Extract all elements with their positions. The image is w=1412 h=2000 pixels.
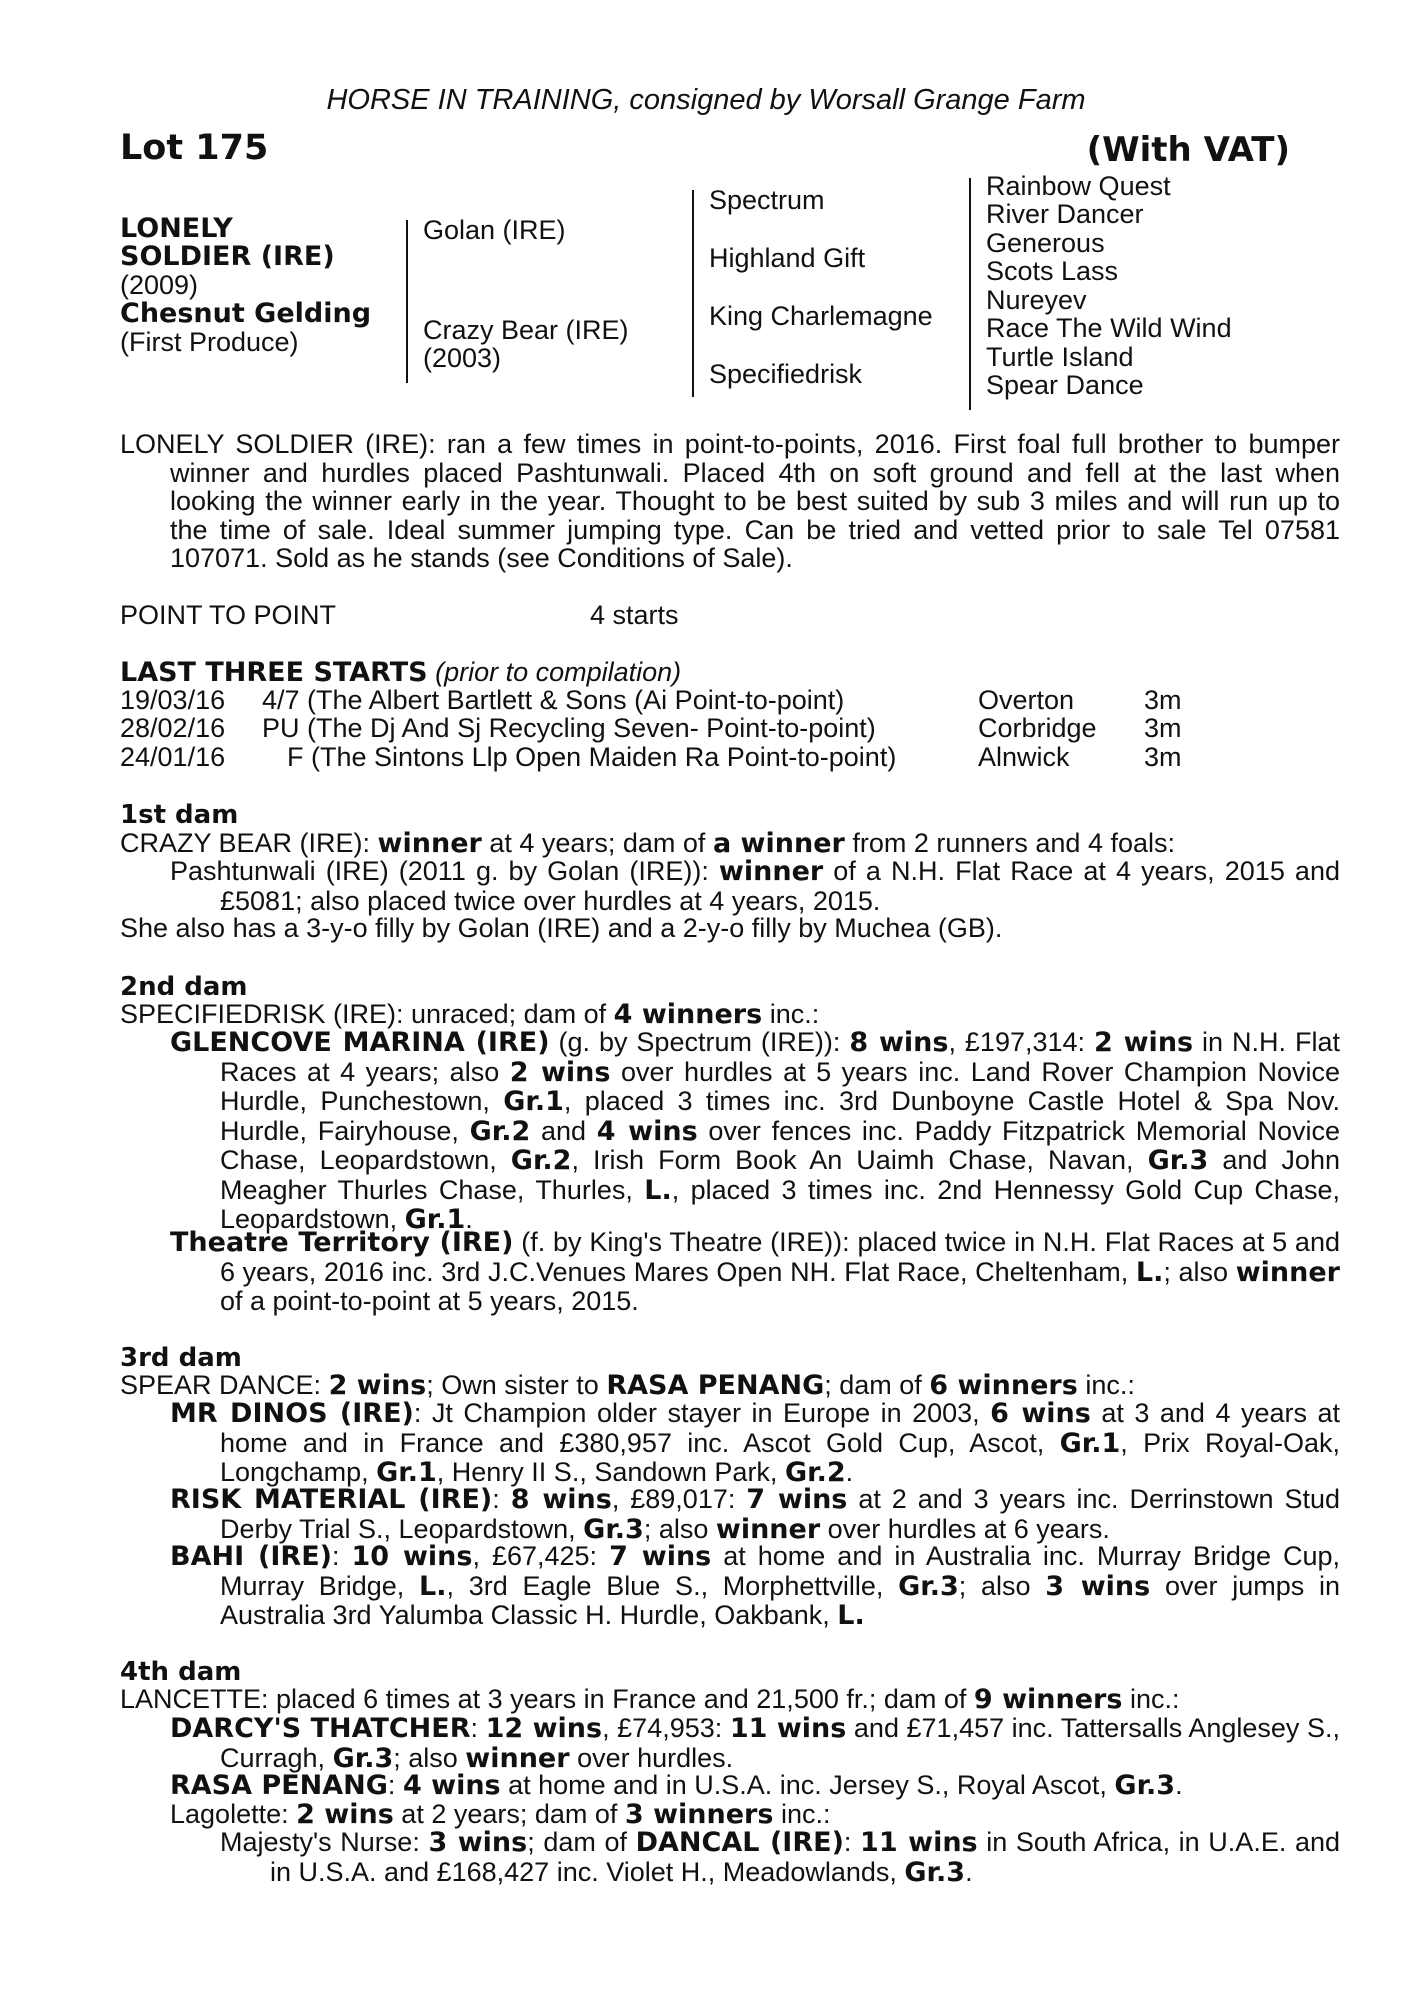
offspring-rasa-penang: RASA PENANG: 4 wins at home and in U.S.A. inc. Jersey S., Royal Ascot, Gr.3. — [170, 1770, 1183, 1801]
start-distance: 3m — [1144, 713, 1182, 743]
pedigree-grandparent: Specifiedrisk — [709, 359, 863, 389]
first-dam-also: She also has a 3-y-o filly by Golan (IRE) and a 2-y-o filly by Muchea (GB). — [120, 913, 1003, 943]
pedigree-great-grandparent: River Dancer — [986, 199, 1144, 229]
start-result: 4/7 (The Albert Bartlett & Sons (Ai Point-to-point) — [262, 685, 845, 715]
offspring-theatre-territory: Theatre Territory (IRE) (f. by King's Theatre (IRE)): placed twice in N.H. Flat Races at 5 and 6 years, 2016 inc. 3rd J.C.Venues Mares Open NH. Flat Race, Cheltenham, L.; also winner of a point-to-point at 5 years, 2015. — [170, 1227, 1340, 1316]
pedigree-sire: Golan (IRE) — [423, 215, 566, 245]
start-course: Corbridge — [978, 713, 1097, 743]
pedigree-grandparent: Spectrum — [709, 185, 825, 215]
start-distance: 3m — [1144, 742, 1182, 772]
record-label: POINT TO POINT — [120, 600, 337, 630]
pedigree-great-grandparent: Generous — [986, 228, 1105, 258]
pedigree-dam-year: (2003) — [423, 343, 502, 373]
last-starts-heading — [120, 658, 681, 688]
first-dam-heading: 1st dam — [120, 800, 239, 830]
start-date: 28/02/16 — [120, 713, 226, 743]
offspring-risk-material: RISK MATERIAL (IRE): 8 wins, £89,017: 7 wins at 2 and 3 years inc. Derrinstown Stud Derby Trial S., Leopardstown, Gr.3; also winner over hurdles at 6 years. — [170, 1484, 1340, 1545]
pedigree-grandparent: Highland Gift — [709, 243, 866, 273]
start-course: Overton — [978, 685, 1075, 715]
pedigree-great-grandparent: Race The Wild Wind — [986, 313, 1232, 343]
horse-year: (2009) — [120, 270, 199, 300]
first-dam-line: CRAZY BEAR (IRE): winner at 4 years; dam of a winner from 2 runners and 4 foals: — [120, 828, 1175, 859]
horse-summary: LONELY SOLDIER (IRE): ran a few times in point-to-points, 2016. First foal full brother to bumper winner and hurdles placed Pashtunwali. Placed 4th on soft ground and fell at the last when looking the winner early in the year. Thought to be best suited by sub 3 miles and will run up to the time of sale. Ideal summer jumping type. Can be tried and vetted prior to sale Tel 07581 107071. Sold as he stands (see Conditions of Sale). — [120, 429, 1340, 573]
second-dam-heading: 2nd dam — [120, 972, 248, 1002]
last-starts-title: LAST THREE STARTS — [120, 657, 428, 688]
offspring-bahi: BAHI (IRE): 10 wins, £67,425: 7 wins at home and in Australia inc. Murray Bridge Cup, Murray Bridge, L., 3rd Eagle Blue S., Morphettville, Gr.3; also 3 wins over jumps in Australia 3rd Yalumba Classic H. Hurdle, Oakbank, L. — [170, 1541, 1341, 1631]
pedigree-great-grandparent: Turtle Island — [986, 342, 1134, 372]
pedigree-bracket-3 — [969, 178, 971, 410]
horse-produce: (First Produce) — [120, 327, 299, 357]
offspring-darcys-thatcher: DARCY'S THATCHER: 12 wins, £74,953: 11 wins and £71,457 inc. Tattersalls Anglesey S., Curragh, Gr.3; also winner over hurdles. — [170, 1713, 1340, 1774]
last-starts-note: (prior to compilation) — [435, 657, 682, 687]
horse-name-line2: SOLDIER (IRE) — [120, 241, 335, 272]
pedigree-dam: Crazy Bear (IRE) — [423, 315, 629, 345]
fourth-dam-heading: 4th dam — [120, 1657, 242, 1687]
start-date: 24/01/16 — [120, 742, 226, 772]
pedigree-bracket-2 — [692, 190, 694, 397]
record-starts: 4 starts — [590, 600, 679, 630]
horse-name-line1: LONELY — [120, 213, 233, 244]
third-dam-line: SPEAR DANCE: 2 wins; Own sister to RASA PENANG; dam of 6 winners inc.: — [120, 1370, 1135, 1401]
offspring-majestys-nurse: Majesty's Nurse: 3 wins; dam of DANCAL (IRE): 11 wins in South Africa, in U.A.E. and in U.S.A. and £168,427 inc. Violet H., Meadowlands, Gr.3. — [220, 1827, 1340, 1888]
offspring-glencove-marina: GLENCOVE MARINA (IRE) (g. by Spectrum (IRE)): 8 wins, £197,314: 2 wins in N.H. Flat Races at 4 years; also 2 wins over hurdles at 5 years inc. Land Rover Champion Novice Hurdle, Punchestown, Gr.1, placed 3 times inc. 3rd Dunboyne Castle Hotel & Spa Nov. Hurdle, Fairyhouse, Gr.2 and 4 wins over fences inc. Paddy Fitzpatrick Memorial Novice Chase, Leopardstown, Gr.2, Irish Form Book An Uaimh Chase, Navan, Gr.3 and John Meagher Thurles Chase, Thurles, L., placed 3 times inc. 2nd Hennessy Gold Cup Chase, Leopardstown, Gr.1. — [170, 1027, 1340, 1235]
horse-description: Chesnut Gelding — [120, 298, 372, 329]
offspring-mr-dinos: MR DINOS (IRE): Jt Champion older stayer in Europe in 2003, 6 wins at 3 and 4 years at home and in France and £380,957 inc. Ascot Gold Cup, Ascot, Gr.1, Prix Royal-Oak, Longchamp, Gr.1, Henry II S., Sandown Park, Gr.2. — [170, 1398, 1341, 1488]
fourth-dam-line: LANCETTE: placed 6 times at 3 years in France and 21,500 fr.; dam of 9 winners inc.: — [120, 1684, 1180, 1715]
pedigree-great-grandparent: Nureyev — [986, 285, 1087, 315]
pedigree-bracket-1 — [406, 220, 408, 383]
first-dam-foal: Pashtunwali (IRE) (2011 g. by Golan (IRE)): winner of a N.H. Flat Race at 4 years, 2015 and £5081; also placed twice over hurdles at 4 years, 2015. — [170, 856, 1340, 916]
third-dam-heading: 3rd dam — [120, 1343, 242, 1373]
second-dam-line: SPECIFIEDRISK (IRE): unraced; dam of 4 winners inc.: — [120, 999, 820, 1030]
start-date: 19/03/16 — [120, 685, 226, 715]
lot-number: Lot 175 — [120, 128, 269, 168]
start-result: F (The Sintons Llp Open Maiden Ra Point-to-point) — [287, 742, 897, 772]
offspring-lagolette: Lagolette: 2 wins at 2 years; dam of 3 winners inc.: — [170, 1799, 831, 1830]
start-course: Alnwick — [978, 742, 1070, 772]
consignor-header: HORSE IN TRAINING, consigned by Worsall Grange Farm — [326, 84, 1086, 116]
start-result: PU (The Dj And Sj Recycling Seven- Point-to-point) — [262, 713, 876, 743]
pedigree-great-grandparent: Scots Lass — [986, 256, 1119, 286]
vat-label: (With VAT) — [1086, 130, 1290, 170]
pedigree-great-grandparent: Rainbow Quest — [986, 171, 1171, 201]
start-distance: 3m — [1144, 685, 1182, 715]
pedigree-great-grandparent: Spear Dance — [986, 370, 1144, 400]
pedigree-grandparent: King Charlemagne — [709, 301, 933, 331]
